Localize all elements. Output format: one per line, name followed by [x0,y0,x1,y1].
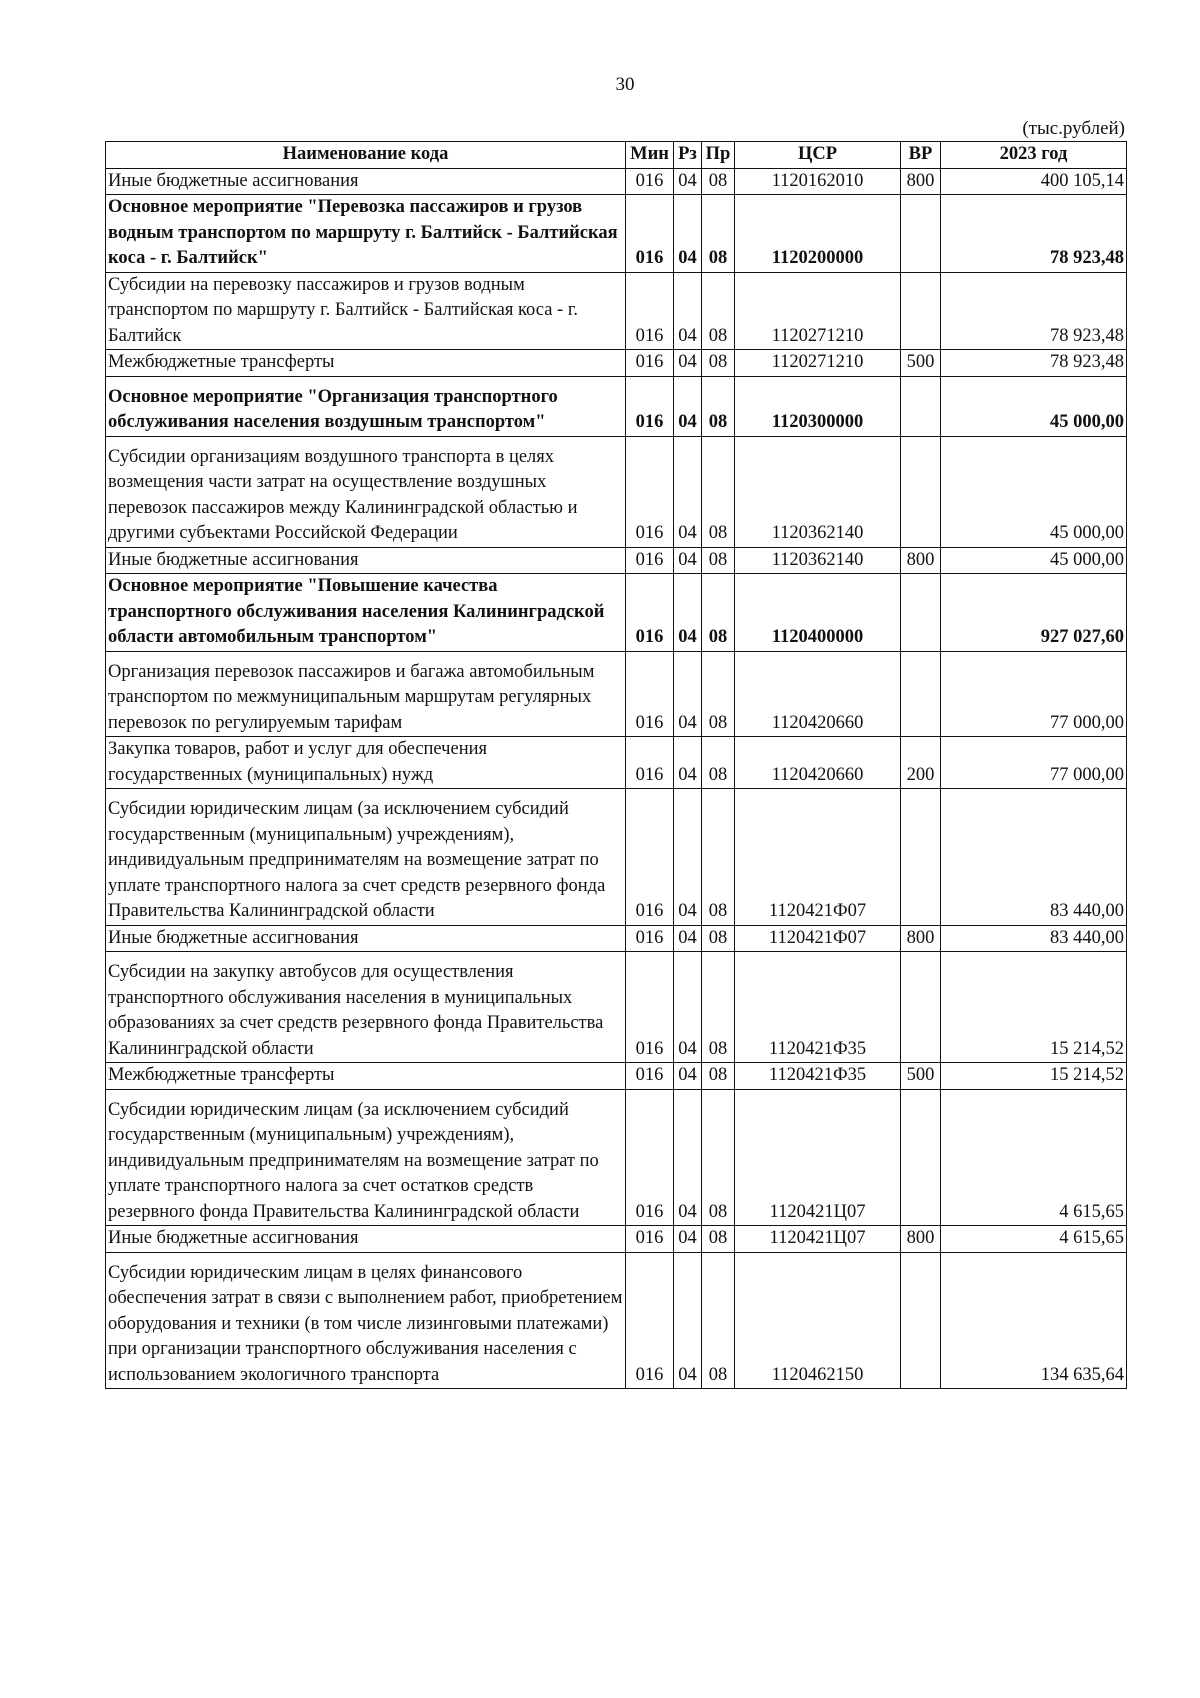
row-name: Иные бюджетные ассигнования [106,1226,626,1253]
row-sum: 134 635,64 [941,1252,1127,1389]
header-vr: ВР [901,142,941,169]
header-rz: Рз [674,142,702,169]
row-vr: 500 [901,350,941,377]
row-sum: 77 000,00 [941,737,1127,789]
row-min: 016 [626,168,674,195]
row-min: 016 [626,737,674,789]
row-rz: 04 [674,195,702,273]
header-csr: ЦСР [735,142,901,169]
row-pr: 08 [702,350,735,377]
row-name: Иные бюджетные ассигнования [106,925,626,952]
table-row [106,547,1127,574]
row-pr: 08 [702,1226,735,1253]
row-vr: 800 [901,547,941,574]
table-row [106,436,1127,547]
table-row [106,651,1127,737]
row-csr: 1120162010 [735,168,901,195]
header-min: Мин [626,142,674,169]
header-pr: Пр [702,142,735,169]
row-name: Межбюджетные трансферты [106,1063,626,1090]
table-row [106,1063,1127,1090]
row-csr: 1120421Ф07 [735,789,901,926]
row-min: 016 [626,195,674,273]
row-min: 016 [626,1089,674,1226]
row-min: 016 [626,925,674,952]
row-csr: 1120271210 [735,350,901,377]
table-row [106,350,1127,377]
row-name: Субсидии на закупку автобусов для осуществления транспортного обслуживания населения в муниципальных образованиях за счет средств резервного фонда Правительства Калининградской области [106,952,626,1063]
row-pr: 08 [702,1089,735,1226]
row-pr: 08 [702,925,735,952]
row-pr: 08 [702,789,735,926]
row-rz: 04 [674,1089,702,1226]
table-row [106,168,1127,195]
row-pr: 08 [702,272,735,350]
row-csr: 1120271210 [735,272,901,350]
row-csr: 1120362140 [735,436,901,547]
table-row [106,195,1127,273]
row-name: Субсидии юридическим лицам (за исключением субсидий государственным (муниципальным) учреждениям), индивидуальным предпринимателям на возмещение затрат по уплате транспортного налога за счет остатков средств резервного фонда Правительства Калининградской области [106,1089,626,1226]
row-vr: 800 [901,1226,941,1253]
row-name: Межбюджетные трансферты [106,350,626,377]
row-csr: 1120421Ф07 [735,925,901,952]
row-min: 016 [626,789,674,926]
header-name: Наименование кода [106,142,626,169]
row-sum: 15 214,52 [941,1063,1127,1090]
row-min: 016 [626,436,674,547]
table-header-row [106,142,1127,169]
row-min: 016 [626,952,674,1063]
table-row [106,737,1127,789]
row-vr: 800 [901,168,941,195]
row-min: 016 [626,1063,674,1090]
row-name: Основное мероприятие "Перевозка пассажиров и грузов водным транспортом по маршруту г. Балтийск - Балтийская коса - г. Балтийск" [106,195,626,273]
row-pr: 08 [702,168,735,195]
row-csr: 1120300000 [735,376,901,436]
row-pr: 08 [702,195,735,273]
row-sum: 927 027,60 [941,574,1127,652]
row-min: 016 [626,376,674,436]
budget-table [105,141,1127,1389]
row-pr: 08 [702,952,735,1063]
row-pr: 08 [702,737,735,789]
row-min: 016 [626,350,674,377]
row-min: 016 [626,651,674,737]
row-name: Закупка товаров, работ и услуг для обеспечения государственных (муниципальных) нужд [106,737,626,789]
row-csr: 1120462150 [735,1252,901,1389]
row-name: Субсидии на перевозку пассажиров и грузов водным транспортом по маршруту г. Балтийск - Балтийская коса - г. Балтийск [106,272,626,350]
row-rz: 04 [674,1226,702,1253]
table-row [106,925,1127,952]
row-sum: 45 000,00 [941,436,1127,547]
row-sum: 83 440,00 [941,925,1127,952]
row-vr [901,376,941,436]
table-row [106,789,1127,926]
row-csr: 1120200000 [735,195,901,273]
row-sum: 400 105,14 [941,168,1127,195]
row-rz: 04 [674,952,702,1063]
row-name: Организация перевозок пассажиров и багажа автомобильным транспортом по межмуниципальным маршрутам регулярных перевозок по регулируемым тарифам [106,651,626,737]
row-pr: 08 [702,574,735,652]
row-pr: 08 [702,436,735,547]
row-sum: 4 615,65 [941,1226,1127,1253]
header-sum: 2023 год [941,142,1127,169]
row-rz: 04 [674,272,702,350]
row-sum: 78 923,48 [941,272,1127,350]
row-csr: 1120420660 [735,737,901,789]
row-min: 016 [626,272,674,350]
row-csr: 1120421Ф35 [735,952,901,1063]
row-vr: 800 [901,925,941,952]
row-vr: 200 [901,737,941,789]
row-vr [901,195,941,273]
row-sum: 77 000,00 [941,651,1127,737]
row-rz: 04 [674,350,702,377]
row-vr [901,651,941,737]
row-name: Иные бюджетные ассигнования [106,168,626,195]
row-name: Основное мероприятие "Повышение качества транспортного обслуживания населения Калининградской области автомобильным транспортом" [106,574,626,652]
row-pr: 08 [702,376,735,436]
row-name: Иные бюджетные ассигнования [106,547,626,574]
row-rz: 04 [674,925,702,952]
row-vr [901,574,941,652]
row-sum: 45 000,00 [941,547,1127,574]
row-sum: 4 615,65 [941,1089,1127,1226]
row-vr [901,952,941,1063]
table-row [106,376,1127,436]
row-rz: 04 [674,574,702,652]
row-pr: 08 [702,651,735,737]
row-sum: 45 000,00 [941,376,1127,436]
row-vr [901,272,941,350]
row-sum: 15 214,52 [941,952,1127,1063]
row-name: Субсидии юридическим лицам в целях финансового обеспечения затрат в связи с выполнением работ, приобретением оборудования и техники (в том числе лизинговыми платежами) при организации транспортного обслуживания населения с использованием экологичного транспорта [106,1252,626,1389]
row-rz: 04 [674,789,702,926]
row-csr: 1120420660 [735,651,901,737]
row-sum: 78 923,48 [941,350,1127,377]
page-number: 30 [615,74,635,95]
row-vr [901,436,941,547]
row-rz: 04 [674,737,702,789]
row-csr: 1120421Ф35 [735,1063,901,1090]
row-name: Субсидии юридическим лицам (за исключением субсидий государственным (муниципальным) учреждениям), индивидуальным предпринимателям на возмещение затрат по уплате транспортного налога за счет средств резервного фонда Правительства Калининградской области [106,789,626,926]
table-row [106,574,1127,652]
row-rz: 04 [674,168,702,195]
row-min: 016 [626,1252,674,1389]
row-rz: 04 [674,547,702,574]
row-sum: 78 923,48 [941,195,1127,273]
row-csr: 1120362140 [735,547,901,574]
table-row [106,952,1127,1063]
row-vr: 500 [901,1063,941,1090]
row-vr [901,1252,941,1389]
row-rz: 04 [674,1252,702,1389]
row-min: 016 [626,574,674,652]
row-sum: 83 440,00 [941,789,1127,926]
row-csr: 1120421Ц07 [735,1089,901,1226]
units-note: (тыс.рублей) [1022,118,1125,139]
row-csr: 1120400000 [735,574,901,652]
row-pr: 08 [702,1252,735,1389]
row-pr: 08 [702,1063,735,1090]
row-pr: 08 [702,547,735,574]
row-rz: 04 [674,1063,702,1090]
row-vr [901,789,941,926]
row-rz: 04 [674,436,702,547]
row-rz: 04 [674,651,702,737]
row-rz: 04 [674,376,702,436]
table-row [106,272,1127,350]
row-csr: 1120421Ц07 [735,1226,901,1253]
row-vr [901,1089,941,1226]
row-name: Субсидии организациям воздушного транспорта в целях возмещения части затрат на осуществление воздушных перевозок пассажиров между Калининградской областью и другими субъектами Российской Федерации [106,436,626,547]
table-row [106,1089,1127,1226]
table-row [106,1252,1127,1389]
row-min: 016 [626,1226,674,1253]
row-min: 016 [626,547,674,574]
table-row [106,1226,1127,1253]
row-name: Основное мероприятие "Организация транспортного обслуживания населения воздушным транспортом" [106,376,626,436]
